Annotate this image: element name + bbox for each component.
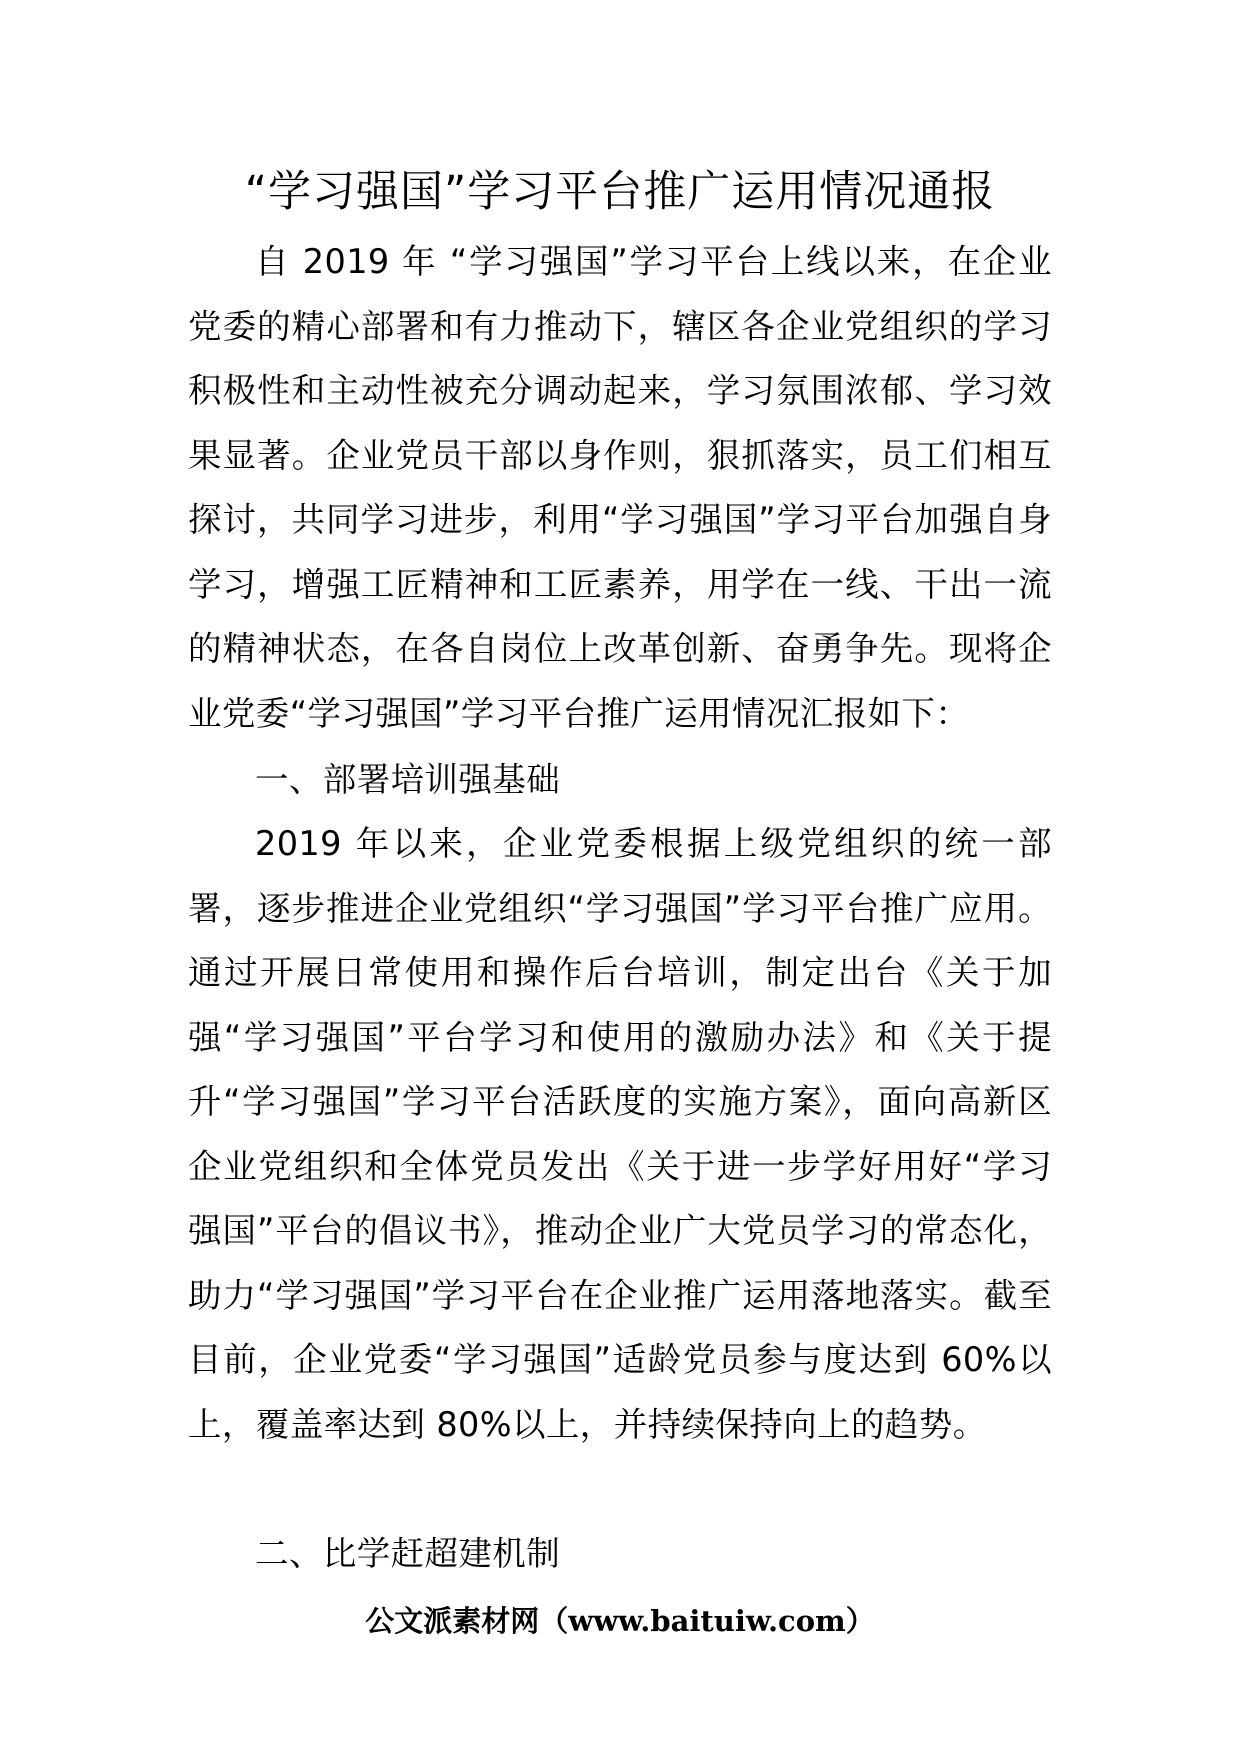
document-title: “学习强国”学习平台推广运用情况通报 <box>244 167 996 217</box>
footer-watermark: 公文派素材网（www.baituiw.com） <box>365 1604 875 1638</box>
section2-heading: 二、比学赶超建机制 <box>255 1534 561 1573</box>
section2-heading-block <box>188 1522 1052 1587</box>
section1-paragraph: 2019 年以来，企业党委根据上级党组织的统一部署，逐步推进企业党组织“学习强国”学习平台推广应用。通过开展日常使用和操作后台培训，制定出台《关于加强“学习强国”平台学习和使用的激励办法》和《关于提升“学习强国”学习平台活跃度的实施方案》，面向高新区企业党组织和全体党员发出《关于进一步学好用好“学习强国”平台的倡议书》，推动企业广大党员学习的常态化，助力“学习强国”学习平台在企业推广运用落地落实。截至目前，企业党委“学习强国”适龄党员参与度达到 60%以上，覆盖率达到 80%以上，并持续保持向上的趋势。 <box>188 824 1052 1444</box>
intro-paragraph: 自 2019 年 “学习强国”学习平台上线以来，在企业党委的精心部署和有力推动下，辖区各企业党组织的学习积极性和主动性被充分调动起来，学习氛围浓郁、学习效果显著。企业党员干部以身作则，狠抓落实，员工们相互探讨，共同学习进步，利用“学习强国”学习平台加强自身学习，增强工匠精神和工匠素养，用学在一线、干出一流的精神状态，在各自岗位上改革创新、奋勇争先。现将企业党委“学习强国”学习平台推广运用情况汇报如下： <box>188 242 1052 733</box>
section1-heading: 一、部署培训强基础 <box>255 760 561 799</box>
section1-heading-block <box>188 748 1052 813</box>
intro-block <box>188 230 1052 746</box>
section1-block <box>188 812 1052 1457</box>
